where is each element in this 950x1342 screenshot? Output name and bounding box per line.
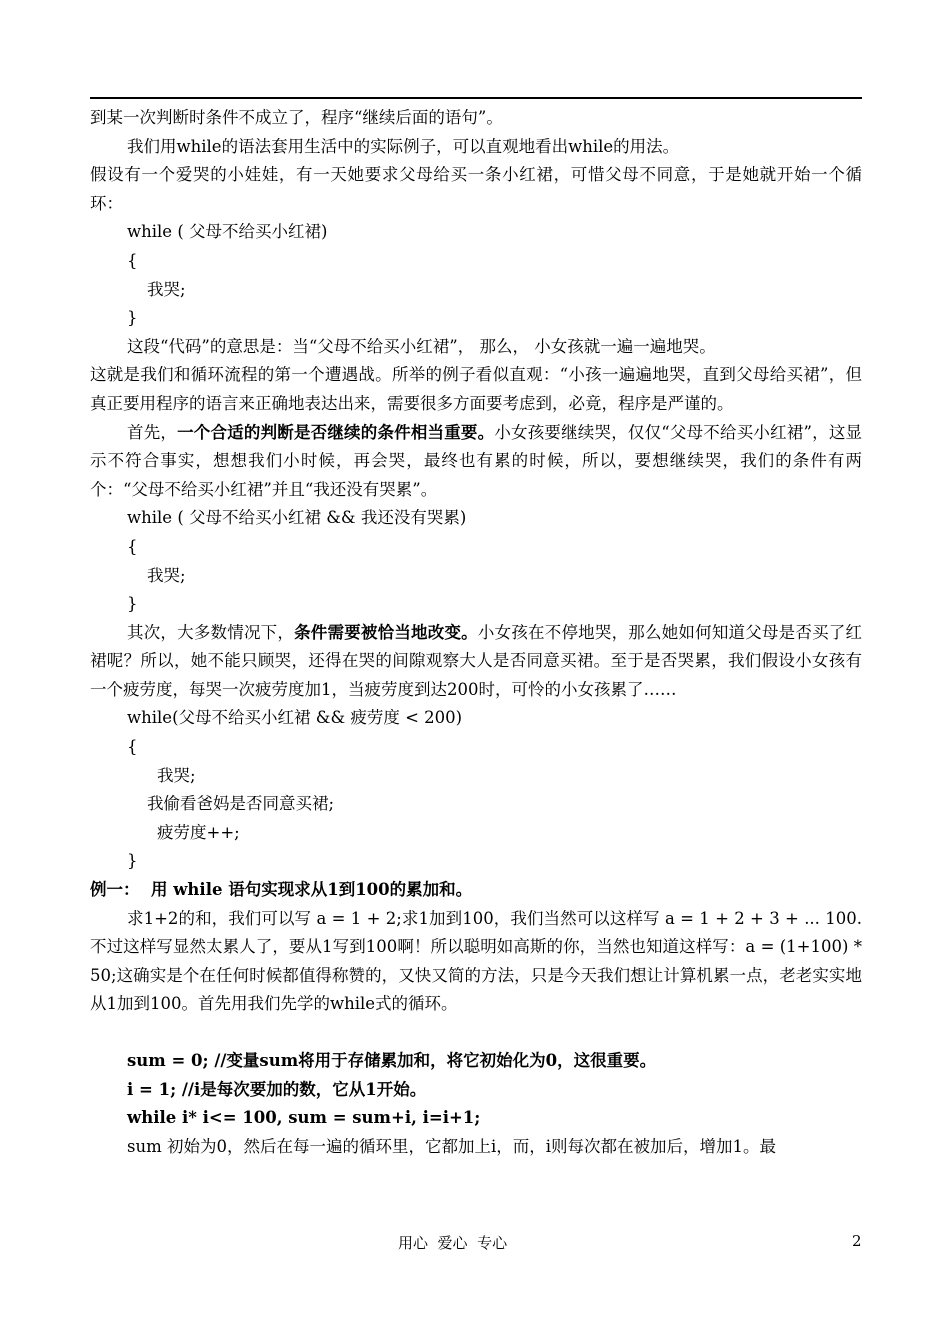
code-line: } (127, 851, 138, 871)
code-line: { (127, 536, 138, 556)
text-run: 小女孩在不停地哭，那么她如何知道父母是否买了红裙呢？所以，她不能只顾哭，还得在哭的间隙观察大人是否同意买裙。至于是否哭累，我们假设小女孩有一个疲劳度，每哭一次疲劳度加1，当疲劳度到达200时，可怜的小女孩累了…… (90, 622, 863, 699)
code-line: { (127, 250, 138, 270)
code-line: while ( 父母不给买小红裙) (127, 222, 328, 242)
code-line: } (127, 594, 138, 614)
paragraph (90, 419, 862, 505)
code-line: while(父母不给买小红裙 && 疲劳度 < 200) (127, 708, 463, 728)
code-line: { (127, 737, 138, 757)
text-run: 其次，大多数情况下， (127, 622, 295, 642)
paragraph: 我们用while的语法套用生活中的实际例子，可以直观地看出while的用法。 (127, 136, 680, 156)
code-line: } (127, 308, 138, 328)
document-body (90, 104, 862, 1161)
code-line: 我偷看爸妈是否同意买裙; (147, 794, 335, 814)
code-line: while i* i<= 100, sum = sum+i, i=i+1; (127, 1108, 481, 1128)
example-heading: 例一： 用 while 语句实现求从1到100的累加和。 (90, 880, 473, 900)
spacer (90, 1019, 862, 1047)
emphasis: 一个合适的判断是否继续的条件相当重要。 (177, 422, 495, 442)
paragraph: 求1+2的和，我们可以写 a = 1 + 2;求1加到100，我们当然可以这样写 a = 1 + 2 + 3 + ... 100.不过这样写显然太累人了，要从1写到100啊！所以聪明如高斯的你，当然也知道这样写：a = (1+100) * 50;这确实是个在任何时候都值得称赞的，又快又简的方法，只是今天我们想让计算机累一点，老老实实地从1加到100。首先用我们先学的while式的循环。 (90, 908, 862, 1014)
paragraph: 到某一次判断时条件不成立了，程序“继续后面的语句”。 (90, 108, 503, 127)
paragraph: sum 初始为0，然后在每一遍的循环里，它都加上i，而，i则每次都在被加后，增加1。最 (127, 1136, 777, 1156)
header-rule (90, 97, 862, 99)
emphasis: 条件需要被恰当地改变。 (294, 622, 478, 642)
page-number: 2 (852, 1232, 862, 1250)
code-line: while ( 父母不给买小红裙 && 我还没有哭累) (127, 508, 467, 528)
paragraph: 这段“代码”的意思是：当“父母不给买小红裙”， 那么， 小女孩就一遍一遍地哭。 (127, 336, 716, 356)
code-line: 我哭; (157, 765, 196, 785)
footer-motto: 用心 爱心 专心 (398, 1234, 508, 1252)
paragraph: 假设有一个爱哭的小娃娃，有一天她要求父母给买一条小红裙，可惜父母不同意，于是她就开始一个循环： (90, 165, 862, 213)
code-line: i = 1; //i是每次要加的数，它从1开始。 (127, 1079, 427, 1099)
code-line: 我哭; (147, 565, 186, 585)
paragraph: 这就是我们和循环流程的第一个遭遇战。所举的例子看似直观：“小孩一遍遍地哭，直到父母给买裙”，但真正要用程序的语言来正确地表达出来，需要很多方面要考虑到，必竟，程序是严谨的。 (90, 365, 862, 413)
code-line: 我哭; (147, 279, 186, 299)
paragraph (90, 619, 862, 705)
code-line: sum = 0; //变量sum将用于存储累加和，将它初始化为0，这很重要。 (127, 1051, 657, 1070)
code-line: 疲劳度++; (157, 822, 240, 842)
text-run: 小女孩要继续哭，仅仅“父母不给买小红裙”，这显示不符合事实，想想我们小时候，再会哭，最终也有累的时候，所以，要想继续哭，我们的条件有两个：“父母不给买小红裙”并且“我还没有哭累”。 (90, 422, 863, 499)
text-run: 首先， (127, 422, 178, 442)
